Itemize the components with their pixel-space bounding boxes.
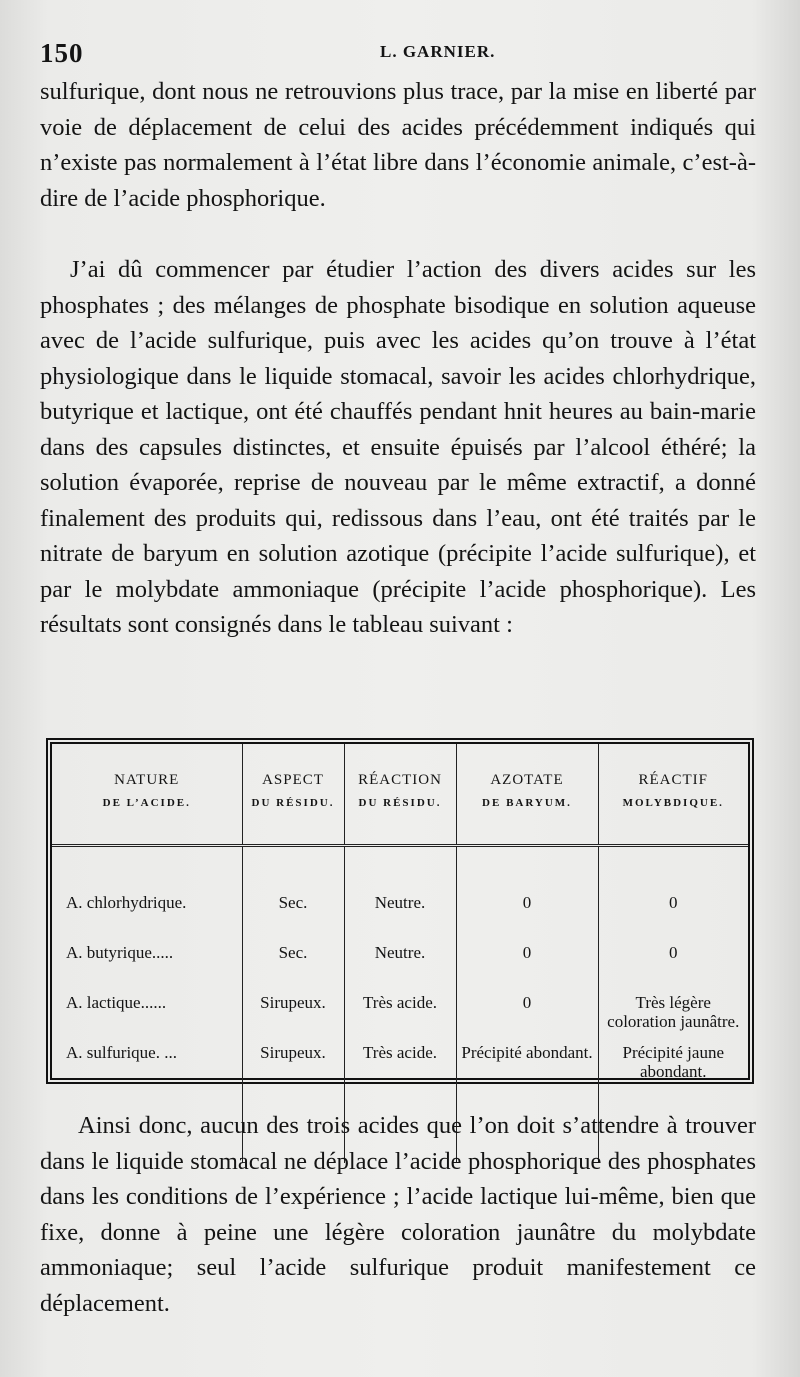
azotate-cell: Précipité abondant. [456,1033,598,1113]
acid-cell: A. butyrique..... [66,943,174,962]
acid-cell: A. chlorhydrique. [66,893,187,912]
reaction-cell: Neutre. [344,846,456,934]
results-table-frame [46,738,754,1084]
reactif-cell: 0 [598,846,748,934]
column-header: ASPECT DU RÉSIDU. [242,744,344,846]
column-header: AZOTATE DE BARYUM. [456,744,598,846]
acid-cell: A. lactique...... [66,993,167,1012]
reaction-cell: Neutre. [344,933,456,983]
reactif-cell: Très légère coloration jaunâtre. [598,983,748,1033]
azotate-cell: 0 [456,933,598,983]
paragraph-1: sulfurique, dont nous ne retrouvions plus trace, par la mise en liberté par voie de déplacement de celui des acides précédemment indiqués qui n’existe pas normalement à l’état libre dans l’économie animale, c’est-à-dire de l’acide phosphorique. [40,78,756,212]
paragraph-3: Ainsi donc, aucun des trois acides que l’on doit s’attendre à trouver dans le liquide stomacal ne déplace l’acide phosphorique des phosphates dans les conditions de l’expérience ; l’acide lactique lui-même, bien que fixe, donne à peine une légère coloration jaunâtre du molybdate ammoniaque; seul l’acide sulfurique produit manifestement ce déplacement. [40,1112,756,1317]
reactif-cell: Précipité jaune abondant. [598,1033,748,1113]
table-row [52,1033,748,1113]
acid-cell: A. sulfurique. ... [66,1043,177,1062]
paragraph-2: J’ai dû commencer par étudier l’action des divers acides sur les phosphates ; des mélanges de phosphate bisodique en solution aqueuse avec de l’acide sulfurique, puis avec les acides qu’on trouve à l’état physiologique dans le liquide stomacal, savoir les acides chlorhydrique, butyrique et lactique, ont été chauffés pendant hnit heures au bain-marie dans des capsules distinctes, et ensuite épuisés par l’alcool éthéré; la solution évaporée, reprise de nouveau par le même extractif, a donné finalement des produits qui, redissous dans l’eau, ont été traités par le nitrate de baryum en solution azotique (précipite l’acide sulfurique), et par le molybdate ammoniaque (précipite l’acide phosphorique). Les résultats sont consignés dans le tableau suivant : [40,256,756,638]
results-table [52,744,748,1163]
running-head: L. GARNIER. [380,42,496,61]
table-header-row [52,744,748,846]
azotate-cell: 0 [456,846,598,934]
azotate-cell: 0 [456,983,598,1033]
column-header: RÉACTION DU RÉSIDU. [344,744,456,846]
page-header [40,38,760,68]
aspect-cell: Sec. [242,846,344,934]
reaction-cell: Très acide. [344,983,456,1033]
aspect-cell: Sirupeux. [242,1033,344,1113]
reaction-cell: Très acide. [344,1033,456,1113]
aspect-cell: Sec. [242,933,344,983]
table-row [52,933,748,983]
page-number: 150 [40,38,84,68]
column-header: RÉACTIF MOLYBDIQUE. [598,744,748,846]
aspect-cell: Sirupeux. [242,983,344,1033]
table-row [52,983,748,1033]
table-row [52,846,748,934]
column-header: NATURE DE L’ACIDE. [52,744,242,846]
reactif-cell: 0 [598,933,748,983]
